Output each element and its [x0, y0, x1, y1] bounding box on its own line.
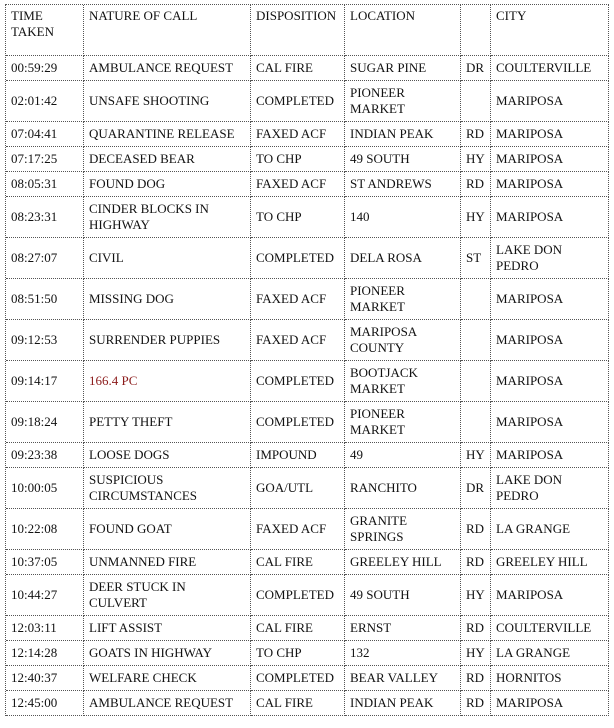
- street-suffix-cell: HY: [461, 197, 491, 238]
- nature-of-call-cell: CINDER BLOCKS IN HIGHWAY: [84, 197, 251, 238]
- location-cell: 132: [345, 641, 461, 666]
- table-row: [6, 279, 609, 320]
- city-cell: GREELEY HILL: [491, 550, 609, 575]
- street-suffix-cell: DR: [461, 468, 491, 509]
- city-cell: MARIPOSA: [491, 402, 609, 443]
- street-suffix-cell: [461, 81, 491, 122]
- street-suffix-cell: DR: [461, 56, 491, 81]
- city-cell: MARIPOSA: [491, 147, 609, 172]
- street-suffix-cell: HY: [461, 641, 491, 666]
- location-cell: PIONEER MARKET: [345, 279, 461, 320]
- street-suffix-cell: ST: [461, 238, 491, 279]
- disposition-cell: COMPLETED: [251, 575, 345, 616]
- city-cell: MARIPOSA: [491, 122, 609, 147]
- city-cell: MARIPOSA: [491, 443, 609, 468]
- disposition-cell: FAXED ACF: [251, 320, 345, 361]
- location-cell: PIONEER MARKET: [345, 81, 461, 122]
- street-suffix-cell: HY: [461, 575, 491, 616]
- disposition-cell: TO CHP: [251, 147, 345, 172]
- time-cell: 10:37:05: [6, 550, 84, 575]
- city-cell: MARIPOSA: [491, 320, 609, 361]
- disposition-cell: TO CHP: [251, 641, 345, 666]
- disposition-cell: TO CHP: [251, 197, 345, 238]
- table-row: [6, 402, 609, 443]
- table-row: [6, 575, 609, 616]
- disposition-cell: FAXED ACF: [251, 122, 345, 147]
- call-log-body: [6, 56, 609, 716]
- location-cell: 49 SOUTH: [345, 147, 461, 172]
- time-cell: 09:12:53: [6, 320, 84, 361]
- nature-of-call-cell: AMBULANCE REQUEST: [84, 691, 251, 716]
- disposition-cell: COMPLETED: [251, 402, 345, 443]
- city-cell: MARIPOSA: [491, 575, 609, 616]
- disposition-cell: FAXED ACF: [251, 279, 345, 320]
- nature-of-call-cell: AMBULANCE REQUEST: [84, 56, 251, 81]
- location-cell: 140: [345, 197, 461, 238]
- location-cell: ST ANDREWS: [345, 172, 461, 197]
- header-street-suffix: [461, 5, 491, 56]
- disposition-cell: IMPOUND: [251, 443, 345, 468]
- street-suffix-cell: RD: [461, 616, 491, 641]
- city-cell: LA GRANGE: [491, 641, 609, 666]
- time-cell: 00:59:29: [6, 56, 84, 81]
- nature-of-call-cell: FOUND DOG: [84, 172, 251, 197]
- time-cell: 07:17:25: [6, 147, 84, 172]
- nature-of-call-cell: SUSPICIOUS CIRCUMSTANCES: [84, 468, 251, 509]
- time-cell: 08:05:31: [6, 172, 84, 197]
- nature-of-call-cell: GOATS IN HIGHWAY: [84, 641, 251, 666]
- disposition-cell: GOA/UTL: [251, 468, 345, 509]
- time-cell: 12:03:11: [6, 616, 84, 641]
- location-cell: RANCHITO: [345, 468, 461, 509]
- location-cell: INDIAN PEAK: [345, 122, 461, 147]
- table-row: [6, 641, 609, 666]
- time-cell: 09:23:38: [6, 443, 84, 468]
- location-cell: INDIAN PEAK: [345, 691, 461, 716]
- street-suffix-cell: HY: [461, 147, 491, 172]
- nature-of-call-cell: UNSAFE SHOOTING: [84, 81, 251, 122]
- street-suffix-cell: [461, 279, 491, 320]
- location-cell: BOOTJACK MARKET: [345, 361, 461, 402]
- nature-of-call-cell: LOOSE DOGS: [84, 443, 251, 468]
- street-suffix-cell: RD: [461, 509, 491, 550]
- nature-of-call-cell: PETTY THEFT: [84, 402, 251, 443]
- city-cell: MARIPOSA: [491, 172, 609, 197]
- table-row: [6, 550, 609, 575]
- city-cell: MARIPOSA: [491, 361, 609, 402]
- table-row: [6, 468, 609, 509]
- street-suffix-cell: [461, 361, 491, 402]
- city-cell: COULTERVILLE: [491, 616, 609, 641]
- city-cell: LAKE DON PEDRO: [491, 468, 609, 509]
- table-row: [6, 238, 609, 279]
- table-row: [6, 122, 609, 147]
- city-cell: LAKE DON PEDRO: [491, 238, 609, 279]
- table-row: [6, 616, 609, 641]
- time-cell: 12:45:00: [6, 691, 84, 716]
- city-cell: COULTERVILLE: [491, 56, 609, 81]
- street-suffix-cell: [461, 402, 491, 443]
- nature-of-call-cell: LIFT ASSIST: [84, 616, 251, 641]
- time-cell: 12:40:37: [6, 666, 84, 691]
- street-suffix-cell: HY: [461, 443, 491, 468]
- table-row: [6, 443, 609, 468]
- call-log-table: [5, 4, 609, 716]
- disposition-cell: FAXED ACF: [251, 509, 345, 550]
- nature-of-call-cell: UNMANNED FIRE: [84, 550, 251, 575]
- street-suffix-cell: RD: [461, 550, 491, 575]
- disposition-cell: COMPLETED: [251, 238, 345, 279]
- disposition-cell: CAL FIRE: [251, 691, 345, 716]
- nature-of-call-cell: MISSING DOG: [84, 279, 251, 320]
- street-suffix-cell: RD: [461, 666, 491, 691]
- time-cell: 10:00:05: [6, 468, 84, 509]
- time-cell: 08:23:31: [6, 197, 84, 238]
- nature-of-call-cell: DECEASED BEAR: [84, 147, 251, 172]
- city-cell: HORNITOS: [491, 666, 609, 691]
- table-row: [6, 361, 609, 402]
- table-row: [6, 666, 609, 691]
- time-cell: 02:01:42: [6, 81, 84, 122]
- disposition-cell: CAL FIRE: [251, 616, 345, 641]
- location-cell: 49 SOUTH: [345, 575, 461, 616]
- disposition-cell: CAL FIRE: [251, 56, 345, 81]
- time-cell: 09:14:17: [6, 361, 84, 402]
- disposition-cell: COMPLETED: [251, 81, 345, 122]
- city-cell: MARIPOSA: [491, 691, 609, 716]
- time-cell: 10:22:08: [6, 509, 84, 550]
- nature-of-call-cell: QUARANTINE RELEASE: [84, 122, 251, 147]
- table-row: [6, 56, 609, 81]
- city-cell: MARIPOSA: [491, 197, 609, 238]
- table-row: [6, 691, 609, 716]
- header-city: CITY: [491, 5, 609, 56]
- nature-of-call-cell: DEER STUCK IN CULVERT: [84, 575, 251, 616]
- location-cell: DELA ROSA: [345, 238, 461, 279]
- street-suffix-cell: RD: [461, 122, 491, 147]
- table-row: [6, 320, 609, 361]
- street-suffix-cell: [461, 320, 491, 361]
- street-suffix-cell: RD: [461, 691, 491, 716]
- location-cell: PIONEER MARKET: [345, 402, 461, 443]
- disposition-cell: COMPLETED: [251, 666, 345, 691]
- disposition-cell: CAL FIRE: [251, 550, 345, 575]
- table-row: [6, 509, 609, 550]
- location-cell: ERNST: [345, 616, 461, 641]
- time-cell: 12:14:28: [6, 641, 84, 666]
- time-cell: 08:51:50: [6, 279, 84, 320]
- location-cell: GRANITE SPRINGS: [345, 509, 461, 550]
- table-row: [6, 197, 609, 238]
- header-location: LOCATION: [345, 5, 461, 56]
- header-disposition: DISPOSITION: [251, 5, 345, 56]
- disposition-cell: FAXED ACF: [251, 172, 345, 197]
- time-cell: 08:27:07: [6, 238, 84, 279]
- table-row: [6, 172, 609, 197]
- city-cell: LA GRANGE: [491, 509, 609, 550]
- location-cell: 49: [345, 443, 461, 468]
- time-cell: 10:44:27: [6, 575, 84, 616]
- nature-of-call-cell: WELFARE CHECK: [84, 666, 251, 691]
- header-row: [6, 5, 609, 56]
- street-suffix-cell: RD: [461, 172, 491, 197]
- city-cell: MARIPOSA: [491, 279, 609, 320]
- nature-of-call-cell: FOUND GOAT: [84, 509, 251, 550]
- location-cell: BEAR VALLEY: [345, 666, 461, 691]
- header-time-taken: TIME TAKEN: [6, 5, 84, 56]
- location-cell: GREELEY HILL: [345, 550, 461, 575]
- location-cell: MARIPOSA COUNTY: [345, 320, 461, 361]
- table-row: [6, 147, 609, 172]
- time-cell: 09:18:24: [6, 402, 84, 443]
- nature-of-call-cell: 166.4 PC: [84, 361, 251, 402]
- header-nature-of-call: NATURE OF CALL: [84, 5, 251, 56]
- disposition-cell: COMPLETED: [251, 361, 345, 402]
- city-cell: MARIPOSA: [491, 81, 609, 122]
- table-row: [6, 81, 609, 122]
- location-cell: SUGAR PINE: [345, 56, 461, 81]
- time-cell: 07:04:41: [6, 122, 84, 147]
- nature-of-call-cell: CIVIL: [84, 238, 251, 279]
- nature-of-call-cell: SURRENDER PUPPIES: [84, 320, 251, 361]
